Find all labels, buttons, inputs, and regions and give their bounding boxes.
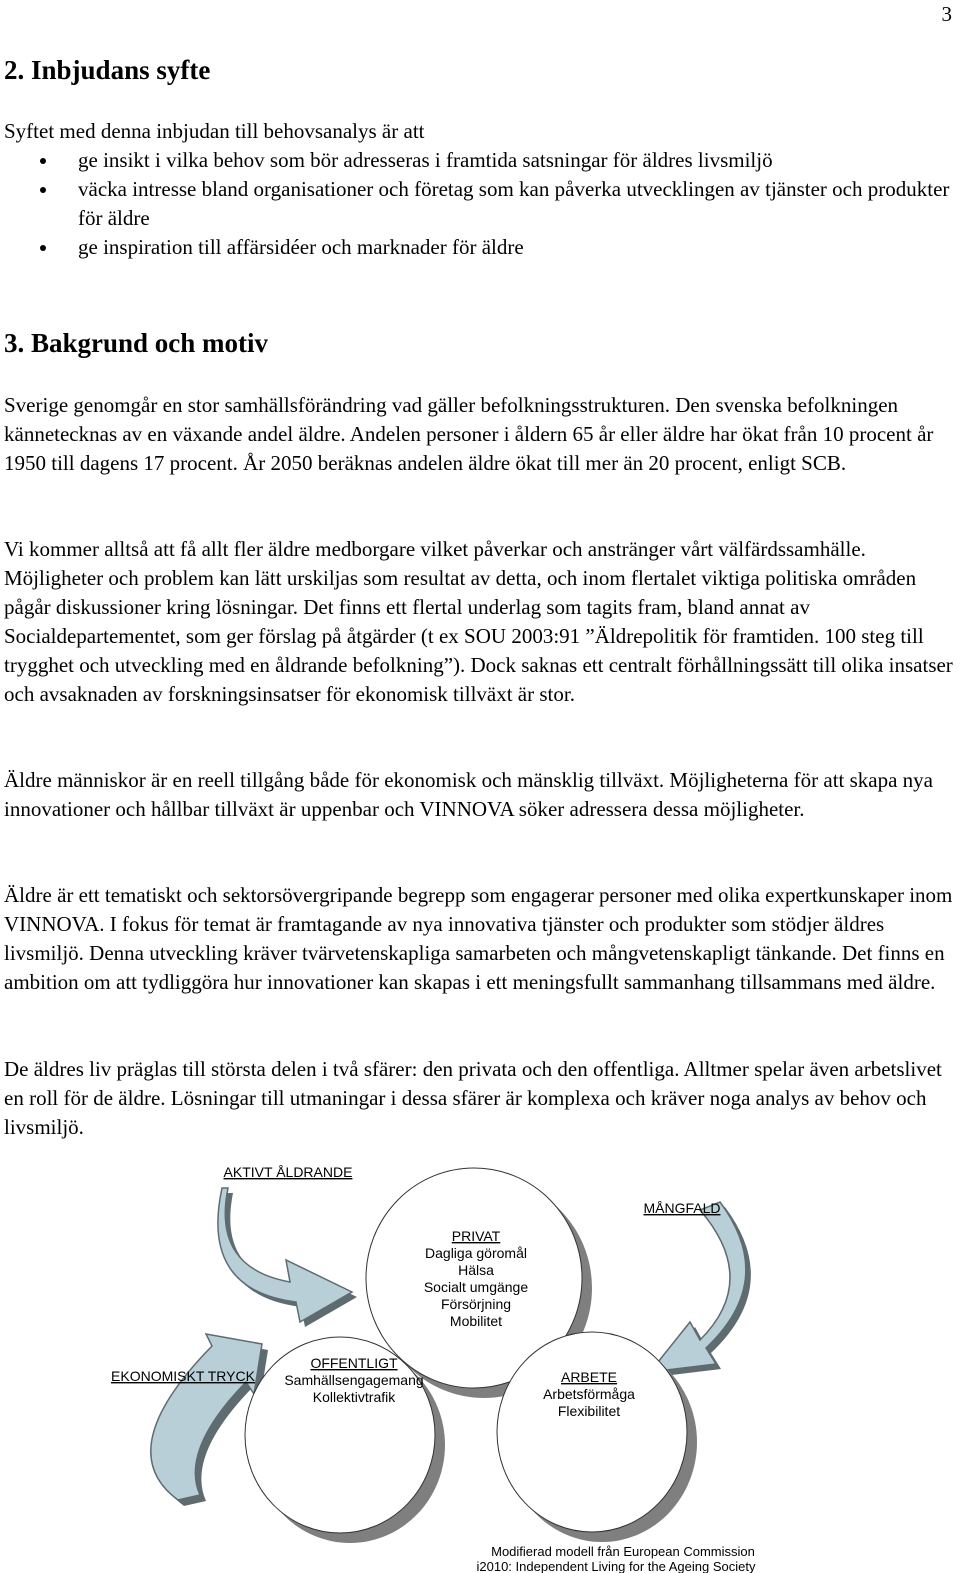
- privat-item: Mobilitet: [449, 1313, 503, 1329]
- purpose-list: [0, 146, 950, 262]
- paragraph-population: Sverige genomgår en stor samhällsförändring vad gäller befolkningsstrukturen. Den svenska befolkningen kännetecknas av en växande andel äldre. Andelen personer i åldern 65 år eller äldre har ökat från 10 procent år 1950 till dagens 17 procent. År 2050 beräknas andelen äldre ökat till mer än 20 procent, enligt SCB.: [4, 393, 934, 475]
- privat-item: Hälsa: [458, 1262, 494, 1278]
- source-line: Modifierad modell från European Commission: [491, 1544, 755, 1559]
- list-item: väcka intresse bland organisationer och företag som kan påverka utvecklingen av tjänster och produkter för äldre: [0, 175, 950, 233]
- offentligt-item: Samhällsengagemang: [284, 1372, 424, 1388]
- label-aktivt-aldrande: AKTIVT ÅLDRANDE: [223, 1164, 353, 1180]
- arbete-item: Flexibilitet: [557, 1403, 621, 1419]
- privat-item: Dagliga göromål: [425, 1245, 527, 1261]
- privat-item: Socialt umgänge: [423, 1279, 529, 1295]
- list-item: ge inspiration till affärsidéer och marknader för äldre: [0, 233, 950, 262]
- paragraph-spheres: De äldres liv präglas till största delen i två sfärer: den privata och den offentliga. Alltmer spelar även arbetslivet en roll för de äldre. Lösningar till utmaningar i dessa sfärer är komplexa och kräver noga analys av behov och livsmiljö.: [4, 1057, 942, 1139]
- label-ekonomiskt-tryck: EKONOMISKT TRYCK: [111, 1368, 255, 1384]
- paragraph-resource: Äldre människor är en reell tillgång både för ekonomisk och mänsklig tillväxt. Möjligheterna för att skapa nya innovationer och hållbar tillväxt är uppenbar och VINNOVA söker adressera dessa möjligheter.: [4, 768, 933, 821]
- paragraph-theme: Äldre är ett tematiskt och sektorsövergripande begrepp som engagerar personer med olika expertkunskaper inom VINNOVA. I fokus för temat är framtagande av nya innovativa tjänster och produkter som stödjer äldres livsmiljö. Denna utveckling kräver tvärvetenskapliga samarbeten och mångvetenskapligt tänkande. Det finns en ambition om att tydliggöra hur innovationer kan skapas i ett meningsfullt sammanhang tillsammans med äldre.: [4, 883, 953, 994]
- section-2-heading: 2. Inbjudans syfte: [4, 55, 211, 85]
- section-2-intro: Syftet med denna inbjudan till behovsanalys är att: [4, 119, 425, 143]
- arbete-title: ARBETE: [560, 1369, 618, 1385]
- privat-item: Försörjning: [440, 1296, 512, 1312]
- offentligt-title: OFFENTLIGT: [310, 1355, 398, 1371]
- privat-title: PRIVAT: [451, 1228, 501, 1244]
- paragraph-welfare: Vi kommer alltså att få allt fler äldre medborgare vilket påverkar och anstränger vårt välfärdssamhälle. Möjligheter och problem kan lätt urskiljas som resultat av detta, och inom flertalet viktiga politiska områden pågår diskussioner kring lösningar. Det finns ett flertal underlag som tagits fram, bland annat av Socialdepartementet, som ger förslag på åtgärder (t ex SOU 2003:91 ”Äldrepolitik för framtiden. 100 steg till trygghet och utveckling med en åldrande befolkning”). Dock saknas ett centralt förhållningssätt till olika insatser och avsaknaden av forskningsinsatser för ekonomisk tillväxt är stor.: [4, 537, 953, 706]
- arrow-mangfald-icon: [650, 1202, 751, 1377]
- life-spheres-diagram: [0, 1150, 960, 1573]
- arbete-item: Arbetsförmåga: [543, 1386, 635, 1402]
- page-number: 3: [941, 2, 952, 26]
- label-mangfald: MÅNGFALD: [643, 1200, 721, 1216]
- section-3-heading: 3. Bakgrund och motiv: [4, 328, 269, 358]
- list-item: ge insikt i vilka behov som bör adresseras i framtida satsningar för äldres livsmiljö: [0, 146, 950, 175]
- arrow-aktivt-aldrande-icon: [218, 1188, 357, 1327]
- source-line: i2010: Independent Living for the Ageing Society: [476, 1559, 756, 1573]
- offentligt-item: Kollektivtrafik: [312, 1389, 396, 1405]
